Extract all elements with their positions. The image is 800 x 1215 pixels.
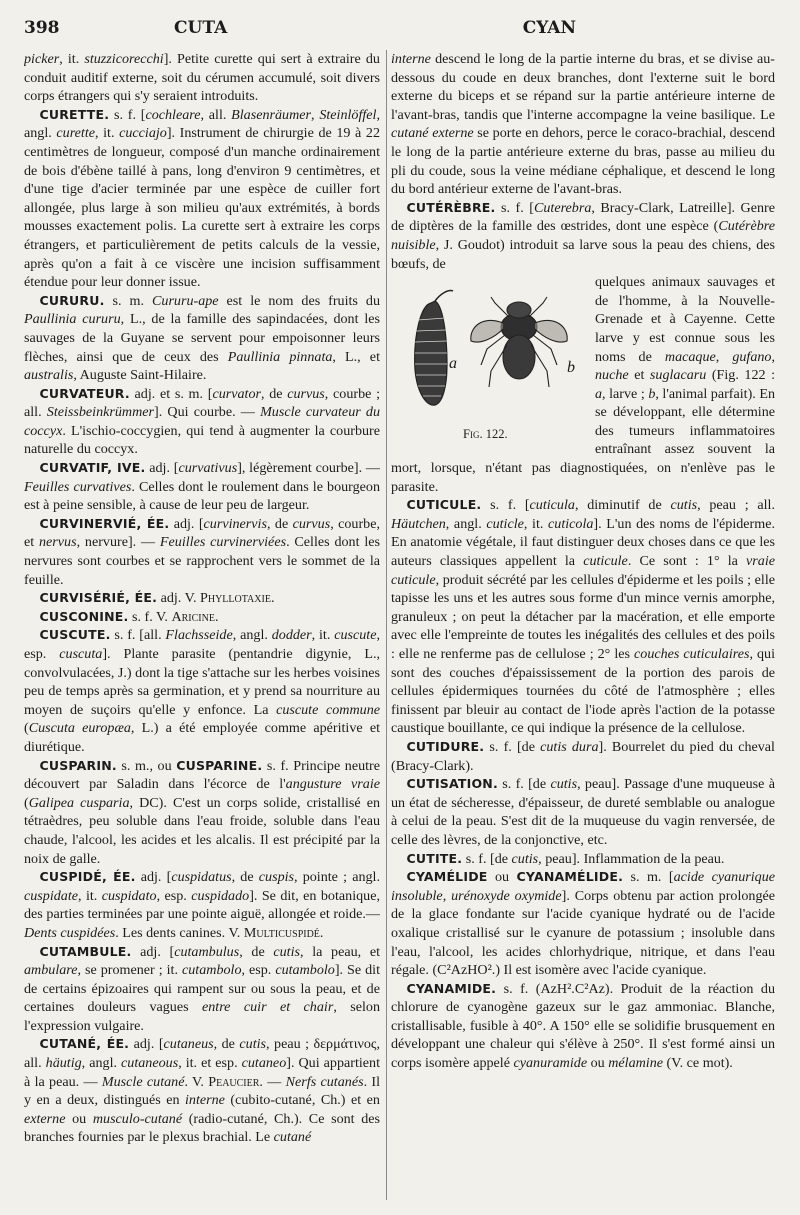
entry-text: ]. Instrument de chirurgie de 19 à 22 centimètres de longueur, composé d'un manche ordinairement de bois d'ébène taillé à pans, long d'environ 9 centimètres, et d'une tige d'acier terminée par une espèce de cuiller fort allongée, plus large à son milieu qu'aux extrémités, à bords mousses exactement polis. La curette sert à extraire les corps étrangers, et particulièrement de petits calculs de la vessie, après qu'on a fait à ce viscère une incision suffisamment étendue pour leur donner issue. — [24, 125, 380, 291]
dictionary-entry — [391, 199, 775, 273]
entry-text: , Bracy-Clark, Latreille]. Genre de diptères de la famille des œstrides, dont une espèce ( — [391, 199, 775, 235]
entry-text: ]. Se dit de certains épizoaires qui rampent sur ou sous la peau, et de certaines douleurs vagues — [24, 962, 380, 1016]
entry-text: s. f. [de — [484, 738, 541, 755]
italic-term: cutis — [273, 943, 300, 960]
entry-text: , esp. — [24, 627, 380, 662]
entry-text: ]. Qui courbe. — — [154, 404, 261, 421]
italic-term: ambulare — [24, 962, 78, 979]
dictionary-entry — [24, 589, 380, 608]
entry-headword: CURVATEUR. — [39, 385, 130, 401]
italic-term: cutaneus — [163, 1036, 214, 1053]
entry-headword: CUTISATION. — [406, 776, 498, 792]
dictionary-entry — [391, 50, 775, 199]
entry-headword: CURVISÉRIÉ, ÉE. — [39, 590, 158, 606]
entry-text: et — [628, 367, 650, 384]
dictionary-entry — [24, 1035, 380, 1147]
left-column — [24, 50, 380, 1210]
italic-term: Galipea cusparia — [28, 794, 130, 811]
entry-headword: CUSCUTE. — [39, 627, 111, 643]
entry-text: , L.) a été employée comme apéritive et diurétique. — [24, 720, 380, 755]
italic-term: cuticle — [486, 515, 524, 532]
entry-headword: CUSCONINE. — [39, 608, 129, 624]
entry-text: s. m. — [104, 292, 152, 309]
dictionary-entry — [24, 626, 380, 756]
italic-term: mélamine — [608, 1055, 664, 1072]
entry-text: , J. Goudot) introduit sa larve sous la peau des chiens, des bœufs, de — [391, 236, 775, 272]
italic-term: suglacaru — [649, 367, 707, 384]
dictionary-entry — [24, 515, 380, 589]
entry-text: est le nom des fruits du — [218, 292, 380, 309]
entry-text: ( — [24, 720, 29, 737]
italic-term: cutambolo — [182, 962, 242, 979]
entry-text: . — [319, 924, 324, 941]
italic-term: interne — [391, 51, 431, 67]
entry-headword: CYANAMÉLIDE. — [516, 869, 624, 885]
entry-text: . V. — [184, 1073, 209, 1090]
entry-text: , peau ; all. — [697, 497, 775, 514]
dictionary-entry — [24, 292, 380, 385]
entry-text: , it. et esp. — [178, 1055, 242, 1072]
entry-text: , DC). C'est un corps solide, cristallisé en tétraèdres, peu soluble dans l'eau froide, soluble dans l'eau chaude, l'alcool, les acides et les alcalis. Il est précipité par la noix de galle. — [24, 794, 380, 867]
column-divider — [386, 50, 387, 1200]
entry-text: s. m., ou — [116, 757, 177, 774]
italic-term: cuscuta — [59, 646, 103, 662]
italic-term: cutané — [273, 1129, 312, 1146]
entry-text: , L., et — [332, 348, 380, 365]
dictionary-entry — [24, 608, 380, 627]
entry-text: (V. ce mot). — [663, 1055, 733, 1072]
entry-headword: CURETTE. — [39, 106, 110, 122]
italic-term: häutig — [45, 1055, 82, 1072]
italic-term: cuscute — [334, 627, 377, 644]
italic-term: Häutchen — [391, 515, 446, 532]
italic-term: cutambulus — [174, 943, 240, 960]
entry-text: adj. V. — [157, 590, 201, 607]
italic-term: nervus — [39, 534, 77, 551]
italic-term: cutis — [670, 497, 698, 514]
dictionary-entry — [391, 775, 775, 849]
italic-term: cutis — [511, 850, 539, 867]
entry-text: , angl. — [232, 627, 272, 644]
italic-term: cutambolo — [275, 962, 335, 979]
italic-term: angusture vraie — [285, 776, 380, 793]
italic-term: cuscute commune — [276, 701, 380, 718]
entry-text: , it. — [311, 627, 335, 644]
italic-term: cutaneo — [241, 1055, 287, 1072]
italic-term: dodder — [271, 627, 312, 644]
italic-term: stuzzicorecchi — [84, 51, 164, 67]
italic-term: Cururu-ape — [152, 292, 219, 309]
dictionary-entry — [391, 496, 775, 738]
entry-text: , peau]. Passage d'une muqueuse à un état de sécheresse, d'épaisseur, de dureté semblable ou analogue à celui de la peau. S'est dit de la muqueuse du vagin renversée, de celle des lèvres, de la conjonctive, etc. — [391, 776, 775, 848]
italic-term: Flachsseide — [165, 627, 233, 644]
entry-text: , de — [231, 869, 259, 886]
larva-and-fly-illustration — [391, 275, 587, 425]
italic-term: curvativus — [178, 460, 238, 477]
italic-term: entre cuir et chair — [202, 999, 334, 1016]
entry-text: , — [715, 348, 733, 365]
italic-term: curvus — [292, 515, 331, 532]
entry-text: ]. Petite curette qui sert à extraire du conduit auditif externe, soit du cérumen accumulé, soit divers corps étrangers qui s'y seraient introduits. — [24, 51, 380, 105]
entry-text: s. f. Principe neutre découvert par Saladin dans l'écorce de l' — [24, 757, 380, 793]
italic-term: externe — [24, 1110, 66, 1127]
entry-text: adj. [ — [145, 460, 179, 477]
dictionary-entry — [391, 850, 775, 869]
italic-term: curvator — [212, 385, 261, 402]
entry-text: ou — [587, 1055, 609, 1072]
italic-term: vraie cuticule — [391, 553, 775, 588]
right-column-bottom — [391, 496, 775, 1072]
entry-headword: CUTICULE. — [406, 497, 482, 513]
entry-text: , it. — [95, 125, 120, 142]
larva-drawing — [415, 291, 453, 406]
entry-text: s. f. [de — [462, 850, 512, 867]
italic-term: urénoxyde oxymide — [451, 887, 562, 904]
entry-text: , courbe ; all. — [24, 385, 380, 421]
italic-term: musculo-cutané — [92, 1110, 183, 1127]
italic-term: cuspis — [258, 869, 295, 886]
italic-term: cutaneous — [121, 1055, 179, 1072]
entry-text: , peau]. Inflammation de la peau. — [538, 850, 725, 867]
italic-term: Muscle curvateur du coccyx — [24, 404, 380, 439]
italic-term: cuticola — [548, 515, 594, 532]
cross-reference: Peaucier — [208, 1073, 260, 1090]
entry-headword: CUSPARIN. — [39, 757, 117, 773]
entry-text: ]. Corps obtenu par action prolongée de la glace fondante sur l'acide cyanique hydraté ou de l'acide oxalique cristallisé sur le cyanure de potassium ; insoluble dans l'eau, l'alcool, les acides chlorhydrique, nitrique, et dans l'eau régale. (C²AzHO².) Il est isomère avec l'acide cyanique. — [391, 887, 775, 979]
dictionary-entry — [24, 106, 380, 292]
entry-text: ]. Plante parasite (pentandrie digynie, L., convolvulacées, J.) dont la tige s'attache sur les herbes voisines peu de temps après sa germination, et y prend sa nourriture au moyen de suçoirs qu'elle y enfonce. La — [24, 646, 380, 718]
entry-text: s. f. [de — [497, 776, 551, 793]
italic-term: Steissbeinkrümmer — [46, 404, 155, 421]
italic-term: Paullinia cururu — [24, 311, 121, 328]
italic-term: cutané externe — [391, 125, 474, 142]
dictionary-entry — [24, 943, 380, 1036]
entry-text: s. f. V. — [128, 608, 172, 625]
entry-text: adj. [ — [129, 1036, 164, 1053]
entry-text: , esp. — [156, 887, 192, 904]
entry-text: , courbe, et — [24, 515, 380, 551]
entry-headword: CURVATIF, IVE. — [39, 460, 146, 476]
italic-term: cutis — [550, 776, 578, 793]
entry-text: quelques animaux sauvages et de l'homme, à la Nouvelle-Grenade et à Cayenne. Cette larve y est connue sous les noms de — [595, 274, 775, 365]
cross-reference: Multicuspidé — [243, 924, 320, 941]
entry-text: , it. — [78, 887, 102, 904]
italic-term: interne — [185, 1092, 225, 1109]
entry-text: . — [214, 608, 219, 625]
italic-term: Cuterebra — [533, 199, 592, 216]
italic-term: acide cyanurique insoluble — [391, 869, 775, 904]
entry-text: , L., de la famille des sapindacées, dont les sauvages de la Guyane se servent pour empoisonner leurs flèches, ainsi que de ceux des — [24, 311, 380, 365]
entry-text: ou — [65, 1110, 93, 1127]
entry-text: , angl. — [81, 1055, 122, 1072]
entry-headword: CUTIDURE. — [406, 738, 485, 754]
entry-text: , produit sécrété par les cellules d'épiderme et les poils ; elle tapisse les uns et les autres sous forme d'un mince vernis amorphe, granuleux ; on peut la détacher par la macération, et elle emporte avec elle l'empreinte de toutes les inégalités des cellules et des poils : elle ne renferme pas de cellulose ; 2° les — [391, 571, 775, 662]
italic-term: cuspidatus — [171, 869, 232, 886]
entry-text: adj. et s. m. [ — [129, 385, 213, 402]
dictionary-entry — [24, 757, 380, 869]
italic-term: Blasenräumer — [231, 106, 312, 123]
dictionary-entry — [24, 50, 380, 106]
entry-text: , angl. — [445, 515, 487, 532]
entry-text: (Fig. 122 : — [706, 367, 775, 384]
italic-term: cutis dura — [540, 738, 599, 755]
italic-term: nuche — [595, 367, 629, 384]
entry-text: , it. — [523, 515, 549, 532]
entry-text: . Il y en a deux, distingués en — [24, 1073, 380, 1109]
entry-text: (cubito-cutané, Ch.) et en — [224, 1092, 380, 1109]
entry-headword: CUSPIDÉ, ÉE. — [39, 869, 136, 885]
entry-headword: CYANAMIDE. — [406, 980, 497, 996]
entry-text: , selon l'expression vulgaire. — [24, 999, 380, 1034]
entry-text: ou — [487, 869, 517, 886]
entry-headword: CYAMÉLIDE — [406, 869, 488, 885]
entry-text: , — [311, 106, 320, 123]
italic-term: curvus — [287, 385, 325, 402]
entry-text: , de — [260, 385, 288, 402]
entry-text: , diminutif de — [574, 497, 671, 514]
entry-headword: CUTAMBULE. — [39, 943, 132, 959]
entry-text: adj. [ — [169, 515, 204, 532]
italic-term: Cuscuta europæa — [28, 720, 131, 737]
fly-drawing — [471, 297, 567, 387]
italic-term: Dents cuspidées — [24, 924, 116, 941]
entry-text: . Celles dont le roulement dans le bourgeon est à peine sensible, à cause de leur peu de largeur. — [24, 478, 380, 514]
dictionary-entry — [391, 868, 775, 980]
entry-text: ]. Se dit, en botanique, des parties terminées par une pointe aiguë, allongée et roide.— — [24, 887, 380, 923]
italic-term: Cutérèbre nuisible — [391, 218, 775, 253]
italic-term: cyanuramide — [513, 1055, 588, 1072]
italic-term: Nerfs cutanés — [285, 1073, 364, 1090]
entry-text: . — [270, 590, 275, 607]
entry-text: , — [771, 348, 775, 365]
entry-text: , la peau, et — [300, 943, 380, 960]
entry-text: (radio-cutané, Ch.). Ce sont des branches fournies par le plexus brachial. Le — [24, 1110, 380, 1146]
entry-text: , peau ; δερμάτινος, all. — [24, 1036, 380, 1072]
entry-headword: CUTÉRÈBRE. — [406, 199, 496, 215]
entry-text: , all. — [200, 106, 232, 123]
entry-text: . Celles dont les nervures sont courbes et se rapprochent vers le sommet de la feuille. — [24, 534, 380, 588]
entry-headword: CUTITE. — [406, 850, 463, 866]
entry-text: , de — [239, 943, 274, 960]
entry-text: , de — [266, 515, 293, 532]
italic-term: cochleare — [145, 106, 201, 123]
entry-text: adj. [ — [131, 943, 175, 960]
italic-term: Muscle cutané — [101, 1073, 185, 1090]
italic-term: cuspidado — [191, 887, 250, 904]
entry-text: . L'ischio-coccygien, qui tend à augmenter la courbure naturelle du coccyx. — [24, 422, 380, 458]
italic-term: cuticule — [583, 553, 628, 570]
header-right-word: CYAN — [522, 18, 576, 38]
figure-122 — [391, 275, 587, 445]
entry-text: , de — [213, 1036, 240, 1053]
entry-text: ], légèrement courbe]. — — [237, 460, 380, 477]
italic-term: cutis — [239, 1036, 267, 1053]
entry-text: s. f. [ — [109, 106, 146, 123]
dictionary-entry — [24, 385, 380, 459]
entry-text: s. f. [ — [495, 199, 534, 216]
entry-text: , pointe ; angl. — [294, 869, 380, 886]
entry-text: , angl. — [24, 106, 380, 142]
entry-text: , esp. — [241, 962, 276, 979]
entry-text: s. m. [ — [623, 869, 674, 886]
entry-text: . Ce sont : 1° la — [627, 553, 747, 570]
cross-reference: Phyllotaxie — [200, 590, 271, 607]
entry-text: , l'animal parfait). En se développant, elle détermine des tumeurs inflammatoires entraînant assez souvent la mort, lorsque, n'étant pas diagnostiquées, on n'enlève pas le parasite. — [391, 385, 775, 495]
entry-text: ]. Qui appartient à la peau. — — [24, 1055, 380, 1090]
entry-text: s. f. [ — [481, 497, 530, 514]
italic-term: australis — [24, 367, 74, 384]
entry-headword: CURURU. — [39, 292, 105, 308]
figure-label-b: b — [567, 359, 575, 377]
entry-text: adj. [ — [135, 869, 172, 886]
italic-term: cuspidato — [101, 887, 157, 904]
entry-text: . — — [259, 1073, 286, 1090]
italic-term: Paullinia pinnata — [227, 348, 333, 365]
dictionary-entry — [24, 868, 380, 942]
italic-term: cuticula — [529, 497, 575, 514]
entry-headword: CUTANÉ, ÉE. — [39, 1036, 130, 1052]
italic-term: gufano — [732, 348, 772, 365]
italic-term: Steinlöffel — [319, 106, 377, 123]
entry-text: descend le long de la partie interne du bras, et se divise au-dessous du coude en deux branches, dont l'externe suit le bord externe du biceps et se répand sur la partie antérieure interne de l'avant-bras, tandis que l'interne accompagne la veine basilique. Le — [391, 51, 775, 123]
entry-text: , — [442, 887, 452, 904]
dictionary-entry — [391, 738, 775, 775]
italic-term: b — [648, 385, 656, 402]
header-left-word: CUTA — [174, 18, 228, 38]
page-number: 398 — [24, 18, 60, 38]
italic-term: cucciajo — [119, 125, 167, 142]
figure-caption: Fig. 122. — [463, 427, 508, 442]
entry-text: , qui sont des couches d'épaississement de la portion des parois de cellules épidermiques tournées du côté de l'atmosphère ; elles finissent par bleuir au contact de l'iode après l'action de la potasse caustique bouillante, ce qui indique la présence de la cellulose. — [391, 646, 775, 737]
entry-text: ]. Bourrelet du pied du cheval (Bracy-Clark). — [391, 738, 775, 774]
entry-text: ( — [24, 794, 29, 811]
entry-text: , se promener ; it. — [77, 962, 182, 979]
entry-text: ]. L'un des noms de l'épiderme. En anatomie végétale, il faut distinguer deux choses dans ce que les auteurs classiques appellent la — [391, 515, 775, 570]
entry-headword: CURVINERVIÉ, ÉE. — [39, 515, 170, 531]
right-column-top — [391, 50, 775, 273]
entry-headword: CUSPARINE. — [176, 757, 263, 773]
dictionary-entry — [24, 459, 380, 515]
entry-text: . Les dents canines. V. — [115, 924, 244, 941]
italic-term: macaque — [664, 348, 716, 365]
italic-term: couches cuticulaires — [634, 646, 750, 662]
italic-term: cuspidate — [24, 887, 79, 904]
entry-text: s. f. (AzH².C²Az). Produit de la réaction du chlorure de cyanogène gazeux sur le gaz ammoniac. Blanche, cristallisable, fusible à 40°. A 150° elle se solidifie brusquement en développant une chaleur qui s'élève à 250°. Il s'est formé ainsi un corps isomère appelé — [391, 980, 775, 1072]
italic-term: picker — [24, 51, 60, 67]
cross-reference: Aricine — [171, 608, 215, 625]
right-column — [391, 50, 775, 1210]
entry-text: , larve ; — [602, 385, 649, 402]
dictionary-entry — [391, 980, 775, 1073]
italic-term: Feuilles curvatives — [24, 478, 132, 495]
italic-term: curette — [56, 125, 95, 142]
entry-text: , nervure]. — — [76, 534, 160, 551]
figure-label-a: a — [449, 355, 457, 373]
italic-term: curvinervis — [203, 515, 267, 532]
running-header — [24, 18, 776, 48]
entry-text: s. f. [all. — [110, 627, 166, 644]
italic-term: Feuilles curvinerviées — [159, 534, 287, 551]
entry-text: se porte en dehors, perce le coraco-brachial, descend le long de la partie antérieure externe du bras, passe au milieu du pli du coude, sous la veine médiane céphalique, et descend le long du bord antérieur externe de l'avant-bras. — [391, 125, 775, 198]
entry-text: , Auguste Saint-Hilaire. — [73, 367, 207, 384]
italic-term: a — [595, 385, 603, 402]
entry-text: , it. — [59, 51, 85, 67]
